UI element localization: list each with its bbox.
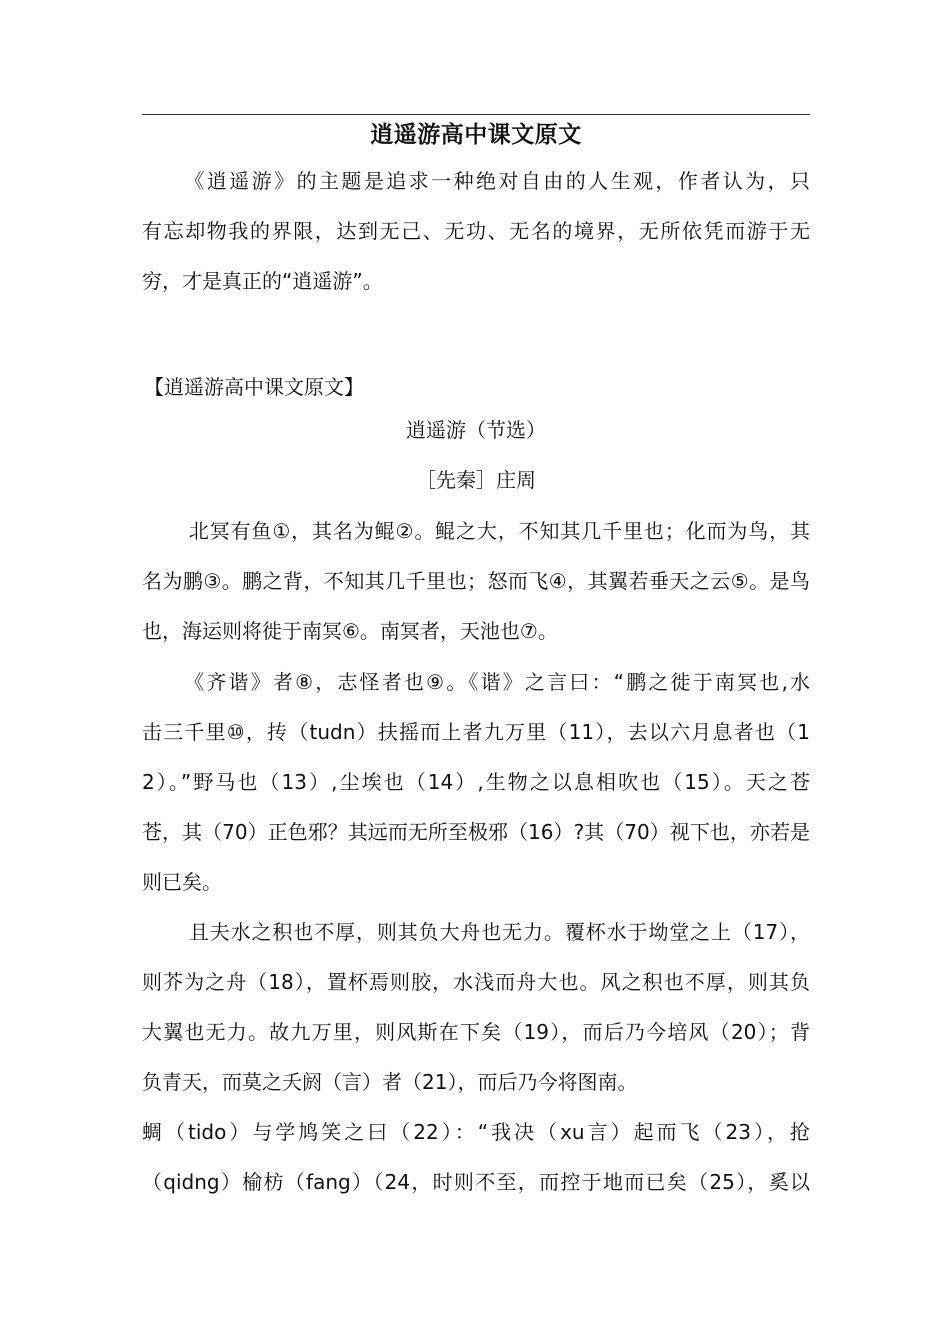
- body-line-5: 击三千里⑩，抟（tudn）扶摇而上者九万里（11），去以六月息者也（1: [142, 720, 810, 744]
- intro-line-3: 穷，才是真正的“逍遥游”。: [142, 269, 383, 293]
- section-heading: 【逍遥游高中课文原文】: [144, 375, 364, 399]
- document-title: 逍遥游高中课文原文: [370, 122, 582, 148]
- body-line-7: 苍，其（70）正色邪？其远而无所至极邪（16）?其（70）视下也，亦若是: [142, 820, 810, 844]
- body-line-9: 且夫水之积也不厚，则其负大舟也无力。覆杯水于坳堂之上（17），: [188, 920, 810, 944]
- body-line-13: 蜩（tido）与学鸠笑之曰（22）：“我决（xu言）起而飞（23），抢: [142, 1120, 810, 1144]
- body-line-4: 《齐谐》者⑧，志怪者也⑨。《谐》之言曰：“鹏之徙于南冥也,水: [182, 670, 810, 694]
- intro-line-2: 有忘却物我的界限，达到无己、无功、无名的境界，无所依凭而游于无: [142, 219, 810, 243]
- body-line-12: 负青天，而莫之夭阏（言）者（21），而后乃今将图南。: [142, 1070, 638, 1094]
- body-line-2: 名为鹏③。鹏之背，不知其几千里也；怒而飞④，其翼若垂天之云⑤。是鸟: [142, 569, 810, 593]
- text-title: 逍遥游（节选）: [406, 418, 546, 442]
- body-line-6: 2）。”野马也（13）,尘埃也（14）,生物之以息相吹也（15）。天之苍: [142, 770, 810, 794]
- body-line-3: 也，海运则将徙于南冥⑥。南冥者，天池也⑦。: [142, 619, 558, 643]
- author-line: ［先秦］庄周: [416, 468, 536, 492]
- body-line-10: 则芥为之舟（18），置杯焉则胶，水浅而舟大也。风之积也不厚，则其负: [142, 970, 810, 994]
- body-line-14: （qidng）榆枋（fang）（24，时则不至，而控于地而已矣（25），奚以: [142, 1170, 810, 1194]
- intro-line-1: 《逍遥游》的主题是追求一种绝对自由的人生观，作者认为，只: [182, 169, 810, 193]
- body-line-1: 北冥有鱼①，其名为鲲②。鲲之大，不知其几千里也；化而为鸟，其: [188, 519, 810, 543]
- header-rule: [142, 114, 810, 115]
- body-line-8: 则已矣。: [142, 870, 222, 894]
- body-line-11: 大翼也无力。故九万里，则风斯在下矣（19），而后乃今培风（20）；背: [142, 1020, 810, 1044]
